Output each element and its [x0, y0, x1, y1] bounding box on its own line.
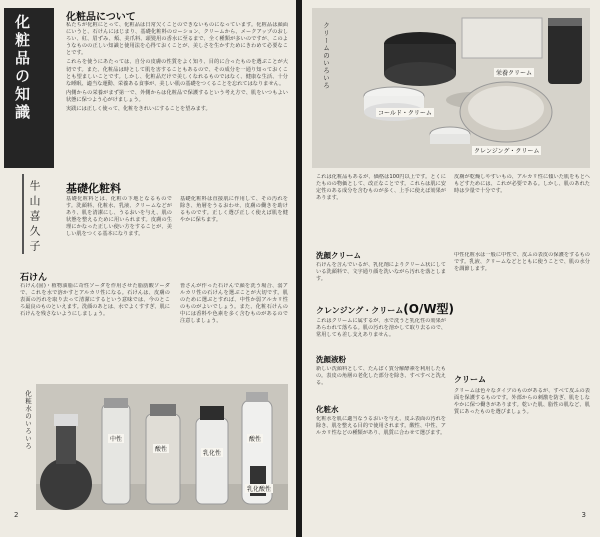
text-cream: クリームは色々なタイプのものがあるが、すべて皮ふの表面を保護するものです。外部からの刺激を防ぎ、肌をしなやかに保つ働きがあります。乾いた肌、脂性の肌など、肌質にあったものを選びましょう。	[454, 388, 590, 416]
bottle-label: 酸性	[155, 446, 168, 453]
cream-photo-caption: クリームのいろいろ	[322, 22, 330, 90]
author-name: 牛山喜久子	[28, 180, 41, 255]
text-wash-cream: 石けんを含んでいるが、乳化剤によりクリーム状にしている洗顔料で、文字通り顔を洗いながら汚れを落とします。	[316, 262, 446, 283]
text-wash-powder: 新しい洗顔料として、たんぱく質分解酵素を利用したもの。表皮の角層の老化した部分を除き、すべすべと洗える。	[316, 366, 446, 387]
heading-wash-cream: 洗顔クリーム	[316, 251, 361, 260]
basic-col2: 基礎化粧料は直接肌に作用して、その汚れを除き、角層をうるおわせ、皮膚の働きを助けるものです。正しく選び正しく使えば肌を健やかに保ちます。	[180, 196, 288, 224]
book-title: 化粧品の知識	[13, 14, 31, 122]
soap-col1: 石けん(固)・植物油脂に苛性ソーダを作用させた脂肪酸ソーダで、これを水で溶かすとアルカリ性になる。石けんは、皮膚の表面の汚れを取り去って清潔にするという意味では、今のところ最良のものといえます。洗顔のあとは、水でよくすすぎ、肌に石けんを残さないようにしましょう。	[20, 283, 170, 318]
text-cleansing: これはクリームに属するが、水で洗うと乳化性の効果があらわれて落ちる。肌の汚れを溶かして取り去るので、常用しても差し支えありません。	[316, 318, 446, 339]
author-rule	[22, 174, 24, 254]
lotion-bottles-photo	[36, 384, 288, 510]
heading-cleansing	[316, 300, 454, 317]
cream-jars-photo	[312, 8, 590, 168]
right-col1-intro: これは化粧品もあるが、価格は100円以上です。とくにたものの物価として、改正なことです。これらは肌に安定性のある成分を含むものが多く、上手に使えば効果があります。	[316, 174, 446, 202]
jar-label-nourishing: 栄養クリーム	[496, 70, 533, 77]
jar-label-cold: コールド・クリーム	[378, 110, 432, 117]
heading-cleansing-main: クレンジング・クリーム	[316, 306, 404, 315]
heading-cleansing-type: (O/W型)	[403, 302, 455, 316]
left-page	[0, 0, 296, 537]
jar-label-cleansing: クレンジング・クリーム	[474, 148, 540, 155]
section-title-basic: 基礎化粧料	[66, 182, 121, 195]
section-title-cosmetics: 化粧品について	[66, 12, 136, 23]
heading-cream: クリーム	[454, 375, 486, 384]
section-cosmetics-text	[66, 22, 288, 172]
paragraph: 内側からの栄養がまず第一で、外側からは化粧品で保護するという考え方で、肌をいつもよい状態に保つよう心がけましょう。	[66, 89, 288, 103]
right-col2-p2: 中性化粧水は一般に中性で、皮ふの表皮の保護をするものです。乳液、クリームなどとともに使うことで、肌の水分を調節します。	[454, 252, 590, 273]
heading-wash-powder: 洗顔液粉	[316, 355, 346, 364]
bottle-label: 乳化性	[203, 450, 222, 457]
page-number: 3	[581, 511, 586, 519]
bottle-label: 乳化酸性	[247, 486, 272, 493]
page-number: 2	[14, 511, 19, 519]
paragraph: これらを使うにあたっては、自分の皮膚の性質をよく知り、目的に合ったものを選ぶことが大切です。また、化粧品は時として肌を害することもあるので、その成分を一通り知っておくことも望ましいことです。しかし、化粧品だけで美しくなれるものではなく、健康な生活、十分な睡眠、適当な運動、栄養ある食事が、美しい肌の基礎をつくることを忘れてはなりません。	[66, 59, 288, 87]
bottle-label: 中性	[110, 436, 123, 443]
text-lotion: 化粧水を肌に適当なうるおいを与え、皮ふ表面の汚れを除き、肌を整える目的で使用されます。酸性、中性、アルカリ性などの種類があり、肌質に合わせて選びます。	[316, 416, 446, 437]
right-page	[302, 0, 600, 537]
heading-lotion: 化粧水	[316, 405, 339, 414]
section-title-soap: 石けん	[20, 273, 48, 283]
paragraph: 私たちが化粧にとって、化粧品は日常欠くことのできないものになっています。化粧品は顔面にいうと、石けんにはじまり、基礎化粧料のローション、クリームから、メークアップのおしろい、紅、眉ずみ、頬、美爪料、頭髪用の香水に至るまで、全く種類が多いのですが、このようなものの正しい知識と使用法を心得ておくことが、美しさを生かすためにきわめて必要なことです。	[66, 22, 288, 57]
right-col2-intro: 皮膚が乾燥しやすいもの、アルカリ性に傾いた肌をもとへもどすためには、これが必要である。しかし、肌のあれた時は少量で十分です。	[454, 174, 590, 195]
paragraph: 実践には正しく使って、化粧をきれいにすることを望みます。	[66, 106, 211, 113]
lotion-photo-caption: 化粧水のいろいろ	[24, 390, 32, 450]
jars-illustration	[312, 8, 590, 168]
soap-col2: 皆さんが作った石けんで顔を洗う場合、弱アルカリ性の石けんを選ぶことが大切です。肌のために選ぶとすれば、中性か弱アルカリ性のものがよいでしょう。また、化粧石けんの中には香料や色素を多く含むものがあるので注意しましょう。	[180, 283, 288, 325]
basic-col1: 基礎化粧料とは、化粧の下地となるものです。洗顔料、化粧水、乳液、クリームなどがあり、肌を清潔にし、うるおいを与え、肌の状態を整えるために用いられます。皮膚の生理にかなった正しい使い方をすることが、美しい肌をつくる基本になります。	[66, 196, 172, 238]
bottle-label: 酸性	[249, 436, 262, 443]
